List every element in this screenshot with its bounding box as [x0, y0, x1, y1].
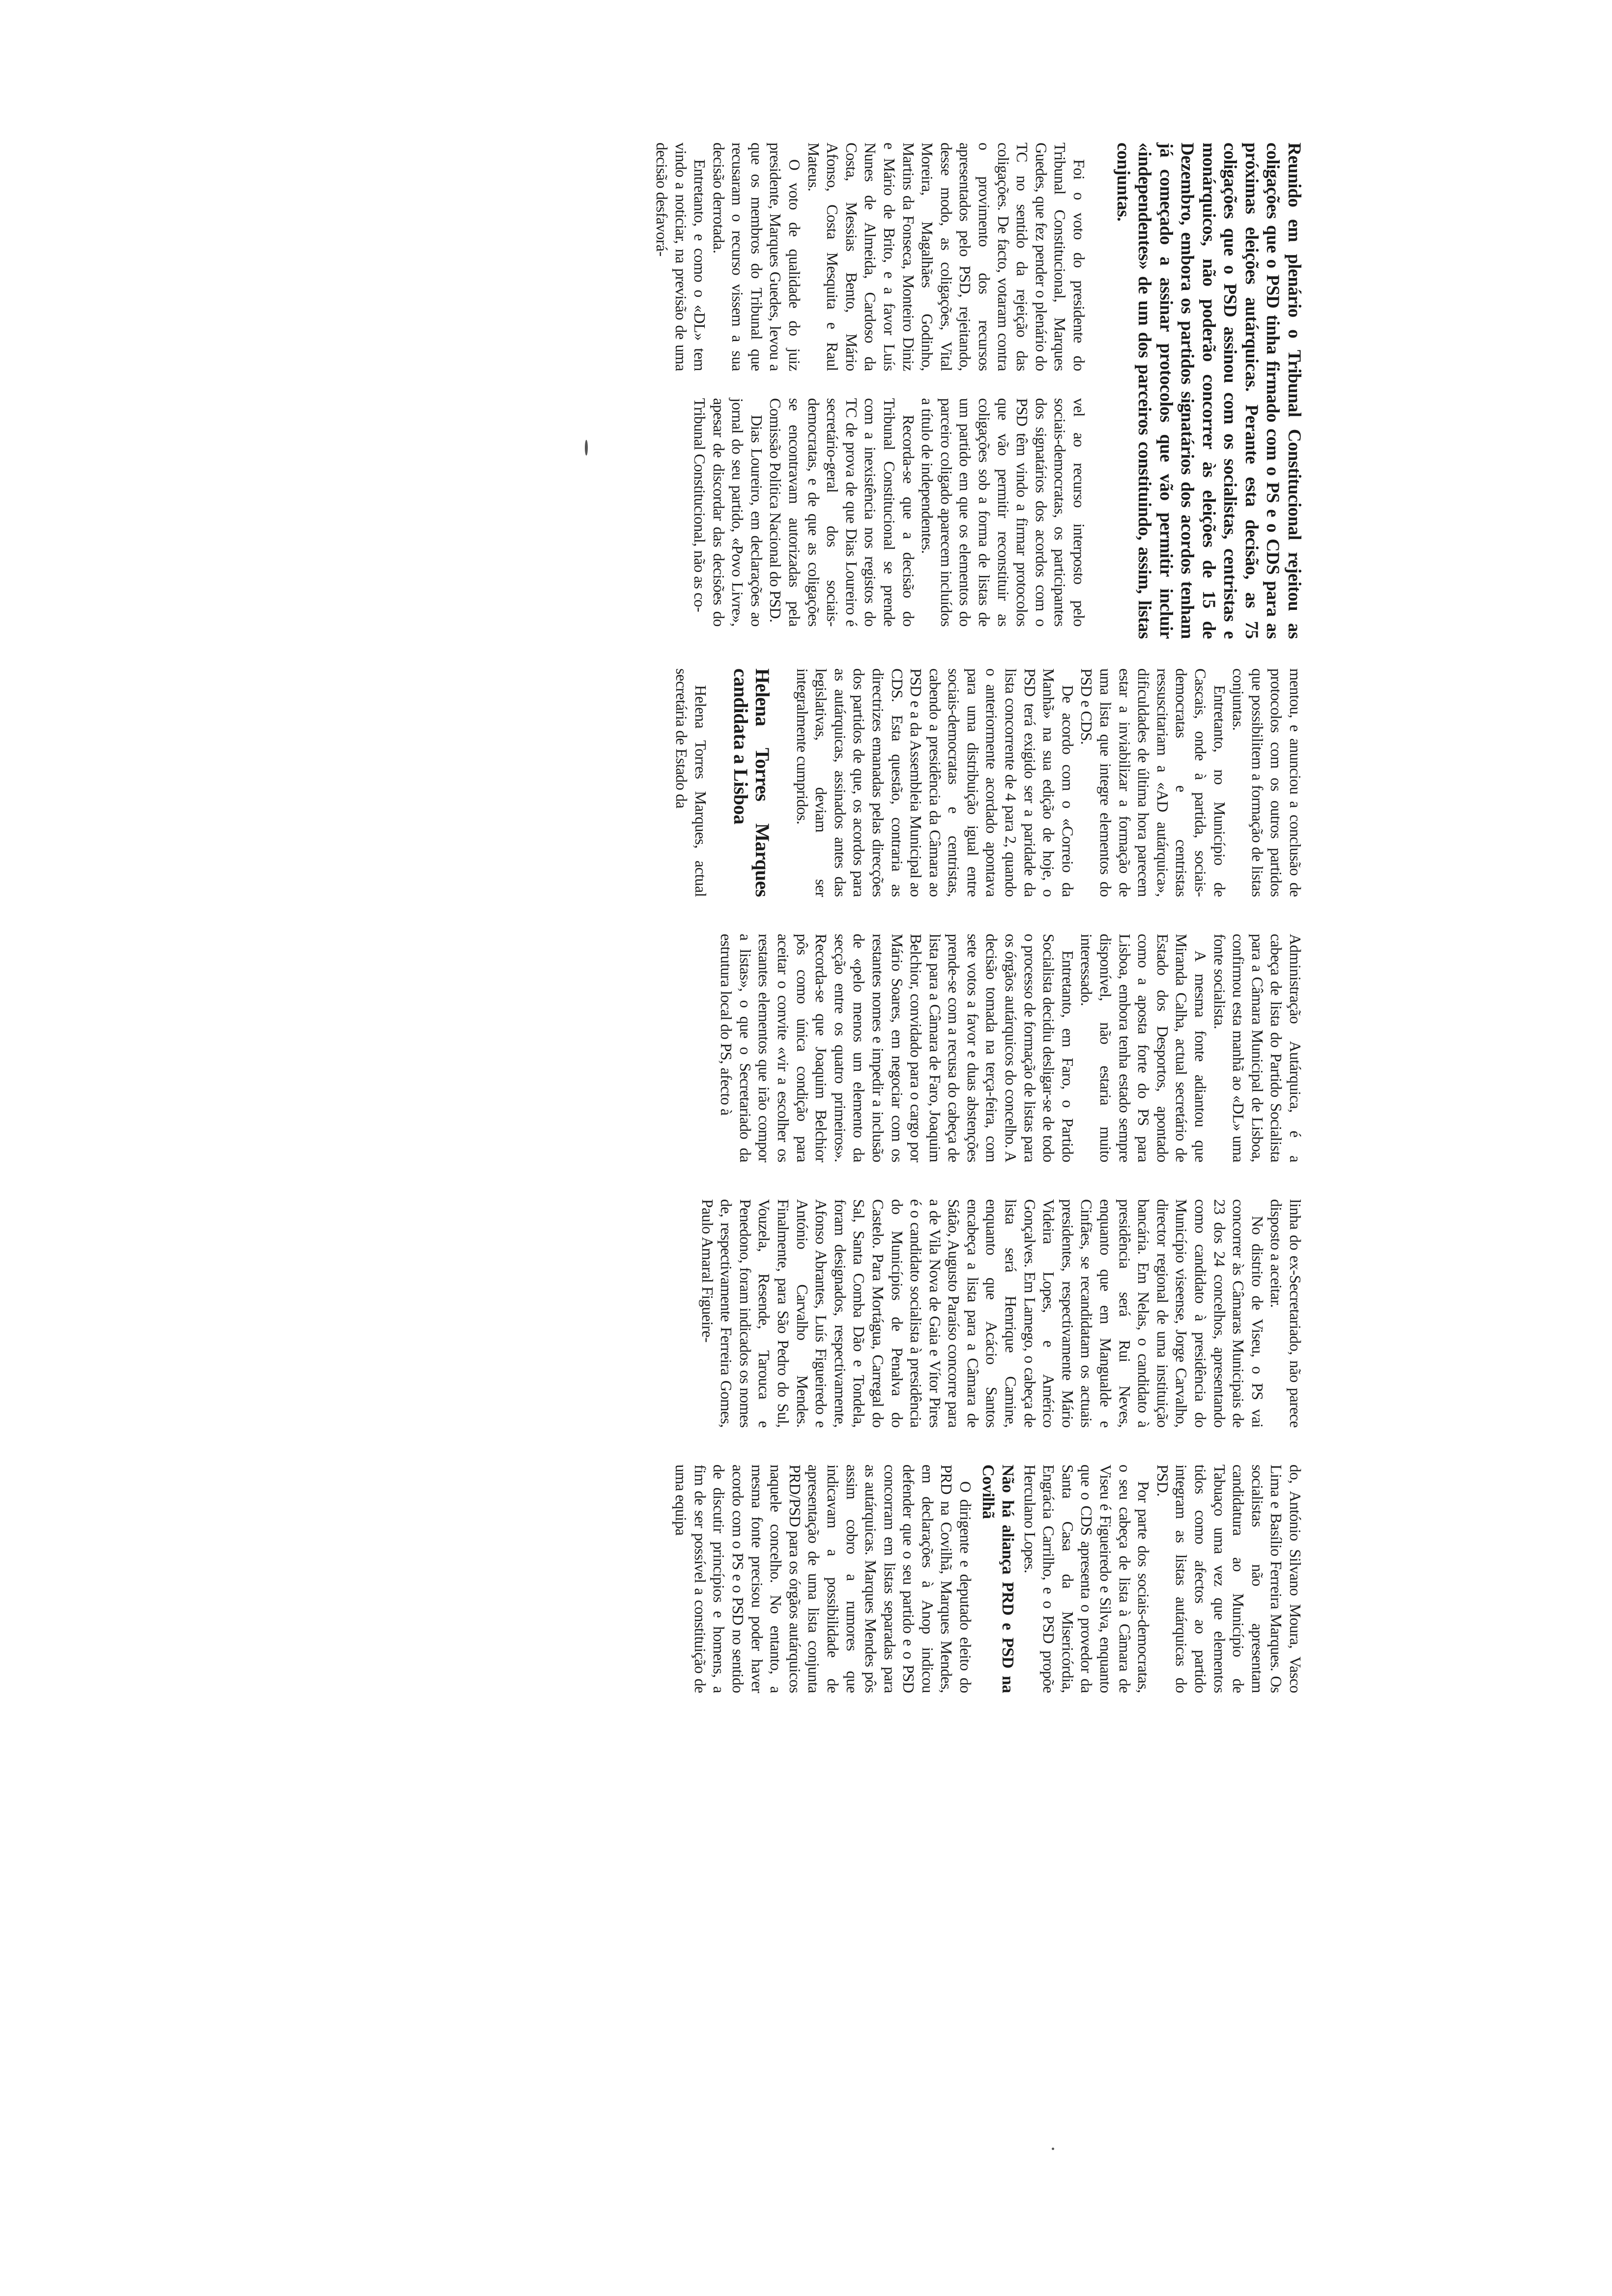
paragraph: Dias Loureiro, em declarações ao jornal do seu partido, «Povo Livre», apesar de discordar das decisões do Tribunal Constitucional, não as co-: [691, 398, 766, 627]
article-body-rotated: [283, 143, 1305, 2138]
article-column-4: [717, 934, 1305, 1162]
paragraph: linha do ex-Secretariado, não parece disposto a aceitar.: [1267, 1199, 1304, 1428]
paragraph: Entretanto, em Faro, o Partido Socialista decidiu desligar-se de todo o processo de formação de listas para os órgãos autárquicos do concelho. A decisão tomada na terça-feira, com sete votos a favor e duas abstenções prende-se com a recusa do cabeça de lista para a Câmara de Faro, Joaquim Belchior, convidado para o cargo por Mário Soares, em negociar com os restantes nomes e impedir a inclusão de «pelo menos um elemento da secção entre os quatro primeiros». Recorda-se que Joaquim Belchior pôs como única condição para aceitar o convite «vir a escolher os restantes elementos que irão compor a listas», o que o Secretariado da estrutura local do PS, afecto à: [718, 934, 1077, 1162]
article-lead: Reunido em plenário o Tribunal Constitucional rejeitou as coligações que o PSD tinha firmado com o PS e o CDS para as próximas eleições autárquicas. Perante esta decisão, as 75 coligações que o PSD assinou com os socialistas, centristas e monárquicos, não poderão concorrer às eleições de 15 de Dezembro, embora os partidos signatários dos acordos tenham já começado a assinar protocolos que vão permitir incluir «independentes» de um dos parceiros constituindo, assim, listas conjuntas.: [1113, 143, 1304, 639]
paragraph: O dirigente e deputado eleito do PRD na Covilhã, Marques Mendes, em declarações à Anop indicou defender que o seu partido e o PSD concorram em listas separadas para as autárquicas. Marques Mendes pôs assim cobro a rumores que indicavam a possibilidade de apresentação de uma lista conjunta PRD/PSD para os órgãos autárquicos naquele concelho. No entanto, a mesma fonte precisou poder haver acordo com o PS e o PSD no sentido de discutir princípios e homens, a fim de ser possível a constituição de uma equipa: [672, 1464, 975, 1693]
print-speck: [585, 440, 588, 456]
paragraph: Recorda-se que a decisão do Tribunal Constitucional se prende com a inexistência nos registos do TC de prova de que Dias Loureiro é secretário-geral dos sociais-democratas, e de que as coligações se encontravam autorizadas pela Comissão Política Nacional do PSD.: [767, 398, 918, 627]
paragraph: O voto de qualidade do juiz presidente, Marques Guedes, levou a que os membros do Tribunal que recusaram o recurso vissem a sua decisão derrotada.: [710, 143, 804, 371]
paragraph: De acordo com o «Correio da Manhã» na sua edição de hoje, o PSD terá exigido ser a paridade da lista concorrente de 4 para 2, quando o anteriormente acordado apontava para uma distribuição igual entre sociais-democratas e centristas, cabendo a presidência da Câmara ao PSD e a da Assembleia Municipal ao CDS. Esta questão, contraria as directrizes emanadas pelas direcções dos partidos de que, os acordos para as autárquicas, assinados antes das legislativas, deviam ser integralmente cumpridos.: [793, 668, 1077, 897]
paragraph: Por parte dos sociais-democratas, o seu cabeça de lista à Câmara de Viseu é Figueiredo e Silva, enquanto que o CDS apresenta o provedor da Santa Casa da Misericórdia, Engrácia Carrilho, e o PSD propõe Herculano Lopes.: [1021, 1464, 1153, 1693]
paragraph: Entretanto, e como o «DL» tem vindo a noticiar, na previsão de uma decisão desfavorá-: [653, 143, 709, 371]
paragraph: No distrito de Viseu, o PS vai concorrer às Câmaras Municipais de 23 dos 24 concelhos, apresentando como candidato à presidência do Município viseense, Jorge Carvalho, director regional de uma instituição bancária. Em Nelas, o candidato à presidência será Rui Neves, enquanto que em Mangualde e Cinfães, se recandidatam os actuais presidentes, respectivamente Mário Videira Lopes, e Américo Gonçalves. Em Lamego, o cabeça de lista será Henrique Camine, enquanto que Acácio Santos encabeça a lista para a Câmara de Sátão, Augusto Paraíso concorre para a de Vila Nova de Gaia e Vítor Pires é o candidato socialista à presidência do Municípios de Penalva do Castelo. Para Mortágua, Carregal do Sal, Santa Comba Dão e Tondela, foram designados, respectivamente, Afonso Abrantes, Luís Figueiredo e António Carvalho Mendes. Finalmente, para São Pedro do Sul, Vouzela, Resende, Tarouca e Penedono, foram indicados os nomes de, respectivamente Ferreira Gomes, Paulo Amaral Figueire-: [698, 1199, 1267, 1428]
paragraph: Foi o voto do presidente do Tribunal Constitucional, Marques Guedes, que fez pender o plenário do TC no sentido da rejeição das coligações. De facto, votaram contra o provimento dos recursos apresentados pelo PSD, rejeitando, desse modo, as coligações, Vital Moreira, Magalhães Godinho, Martins da Fonseca, Monteiro Diniz e Mário de Brito, e a favor Luís Nunes de Almeida, Cardoso da Costa, Messias Bento, Mário Afonso, Costa Mesquita e Raul Mateus.: [805, 143, 1088, 371]
paragraph: do, António Silvano Moura, Vasco Lima e Basílio Ferreira Marques. Os socialistas não apresentam candidatura ao Município de Tabuaço uma vez que elementos tidos como afectos ao partido integram as listas autárquicas do PSD.: [1153, 1464, 1304, 1693]
print-speck: [1052, 2148, 1054, 2150]
article-column-1: [652, 143, 1089, 371]
subheading-lisboa: Helena Torres Marques candidata a Lisboa: [729, 668, 774, 897]
article-column-3: [672, 668, 1305, 897]
article-column-6: [672, 1464, 1305, 1693]
article-column-5: [698, 1199, 1305, 1428]
subheading-covilha: Não há aliança PRD e PSD na Covilhã: [979, 1464, 1017, 1693]
article-column-2: [691, 398, 1089, 627]
paragraph: Helena Torres Marques, actual secretária de Estado da: [673, 668, 710, 897]
paragraph: A mesma fonte adiantou que Miranda Calha, actual secretário de Estado dos Desportos, apontado como a aposta forte do PS para Lisboa, embora tenha estado sempre disponível, não estaria muito interessado.: [1078, 934, 1210, 1162]
paragraph: Entretanto, no Município de Cascais, onde à partida, sociais-democratas e centristas ressuscitariam a «AD autárquica», dificuldades de última hora parecem estar a inviabilizar a formação de uma lista que integre elementos do PSD e CDS.: [1078, 668, 1229, 897]
paragraph: vel ao recurso interposto pelo sociais-democratas, os participantes dos signatários dos acordos com o PSD têm vindo a firmar protocolos que vão permitir reconstituir as coligações sob a forma de listas de um partido em que os elementos do parceiro coligado aparecem incluídos a título de independentes.: [919, 398, 1088, 627]
paragraph: Administração Autárquica, é a cabeça de lista do Partido Socialista para a Câmara Municipal de Lisboa, confirmou esta manhã ao «DL» uma fonte socialista.: [1210, 934, 1304, 1162]
paragraph: mentou, e anunciou a conclusão de protocolos com os outros partidos que possibilitem a formação de listas conjuntas.: [1230, 668, 1304, 897]
